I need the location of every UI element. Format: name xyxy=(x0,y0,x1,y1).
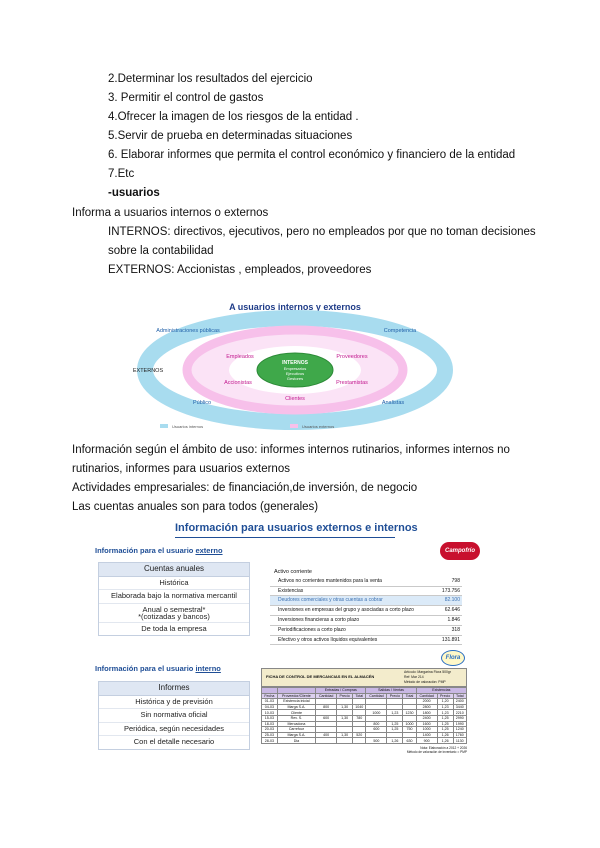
center-title: INTERNOS xyxy=(282,360,308,366)
outer-label: EXTERNOS xyxy=(132,368,164,374)
balance-row: Existencias 173.756 xyxy=(270,587,462,597)
ficha-group: Entradas / Compras xyxy=(316,688,366,694)
list-item: 2.Determinar los resultados del ejercicio xyxy=(108,73,313,85)
box-row: Con el detalle necesario xyxy=(99,735,249,749)
usuarios-diagram xyxy=(130,300,460,435)
pink-label: Clientes xyxy=(285,396,305,402)
ficha-control xyxy=(261,668,467,754)
center-sub: Gestores xyxy=(286,376,304,381)
outer-label: Administraciones públicas xyxy=(156,328,220,334)
campofrio-logo: Campofrío xyxy=(440,542,480,560)
box-row: Histórica xyxy=(159,577,189,587)
balance-row: Inversiones en empresas del grupo y asociadas a corto plazo 62.646 xyxy=(270,606,462,616)
para-ambito-cont: rutinarios, informes para usuarios externos xyxy=(72,463,290,475)
ficha-col-header-row: Fecha Proveedor/Cliente Cantidad Precio Total Cantidad Precio Total Cantidad Precio Total xyxy=(262,693,467,699)
externos-line: EXTERNOS: Accionistas , empleados, proveedores xyxy=(108,264,372,276)
pink-label: Empleados xyxy=(226,354,254,360)
diagram-title: A usuarios internos y externos xyxy=(229,302,361,312)
table-row: 20-03 Carrefour 600 1,25 750 1000 1,25 1240 xyxy=(262,727,467,733)
box-row: De toda la empresa xyxy=(99,622,249,636)
info-slide xyxy=(85,518,487,763)
informes-box xyxy=(98,681,250,750)
table-row: 10-03 Cliente 1000 1,23 1230 1800 1,23 2210 xyxy=(262,710,467,716)
balance-row: Efectivo y otros activos líquidos equivalentes 131.891 xyxy=(270,636,462,646)
para-actividades: Actividades empresariales: de financiación,de inversión, de negocio xyxy=(72,482,418,494)
internos-line: INTERNOS: directivos, ejecutivos, pero no empleados por que no toman decisiones xyxy=(108,226,536,238)
slide-title: Información para usuarios externos e internos xyxy=(175,522,418,534)
legend-label: Usuarios externos xyxy=(302,424,335,429)
legend-swatch xyxy=(290,424,298,428)
para-cuentas: Las cuentas anuales son para todos (generales) xyxy=(72,501,319,513)
title-underline xyxy=(175,537,395,538)
box-row: Anual o semestral* xyxy=(99,603,249,613)
section-interno-label: Información para el usuario interno xyxy=(95,664,221,673)
center-sub: Empresarios xyxy=(283,366,307,371)
list-item: 6. Elaborar informes que permita el control económico y financiero de la entidad xyxy=(108,149,516,161)
ficha-note: Nota: Elaboración a 2012 + 2026 xyxy=(420,745,467,750)
table-row: 01-03 Existencia inicial 2000 1,20 2400 xyxy=(262,699,467,705)
legend-label: Usuarios internos xyxy=(172,424,204,429)
table-row: 18-03 Mercadona 800 1,25 1000 1600 1,25 1990 xyxy=(262,721,467,727)
ficha-table xyxy=(261,687,467,744)
ficha-note: Método de valoración de inventario = PMP xyxy=(406,749,467,754)
para-ambito: Información según el ámbito de uso: informes internos rutinarios, informes internos no xyxy=(72,444,510,456)
section-externo-label: Información para el usuario externo xyxy=(95,546,223,555)
section-heading-usuarios: -usuarios xyxy=(108,187,160,199)
balance-row: Periodificaciones a corto plazo 318 xyxy=(270,626,462,636)
ficha-group: Salidas / Ventas xyxy=(366,688,416,694)
list-item: 4.Ofrecer la imagen de los riesgos de la entidad . xyxy=(108,111,359,123)
ficha-group: Existencias xyxy=(416,688,466,694)
center-sub: Ejecutivos xyxy=(285,371,305,376)
table-row: 04-03 Marga S.A. 800 1,30 1040 2800 1,23 3440 xyxy=(262,704,467,710)
box-row: Periódica, según necesidades xyxy=(99,722,249,736)
table-row: 28-03 Dia 500 1,26 630 900 1,26 1130 xyxy=(262,738,467,744)
table-row: 25-03 Marga S.A. 400 1,30 520 1400 1,26 1760 xyxy=(262,732,467,738)
list-item: 3. Permitir el control de gastos xyxy=(108,92,264,104)
table-row: 15-03 Rev. S. 600 1,30 780 2400 1,25 2990 xyxy=(262,715,467,721)
box-header: Informes xyxy=(99,682,249,696)
cuentas-anuales-box xyxy=(98,562,250,636)
box-row: Histórica y de previsión xyxy=(135,696,213,706)
box-row: Sin normativa oficial xyxy=(99,708,249,722)
box-row: Elaborada bajo la normativa mercantil xyxy=(99,589,249,603)
balance-table xyxy=(270,568,462,645)
pink-label: Proveedores xyxy=(336,354,368,360)
outer-label: Público xyxy=(192,400,212,406)
list-item: 7.Etc xyxy=(108,168,135,180)
outer-label: Analistas xyxy=(381,400,405,406)
box-header: Cuentas anuales xyxy=(99,563,249,577)
usuarios-intro: Informa a usuarios internos o externos xyxy=(72,207,269,219)
box-row: *(cotizadas y bancos) xyxy=(138,611,210,621)
balance-row: Activos no corrientes mantenidos para la venta 798 xyxy=(270,577,462,587)
list-item: 5.Servir de prueba en determinadas situaciones xyxy=(108,130,353,142)
ficha-info: Artículo: Margarina Flora 500gr Ref: Mar 214 Método de valoración: PMP xyxy=(404,670,451,684)
flora-logo: Flora xyxy=(441,650,465,666)
ficha-title: FICHA DE CONTROL DE MERCANCIAS EN EL ALMACÉN xyxy=(266,674,375,679)
outer-label: Competencia xyxy=(383,328,417,334)
pink-label: Accionistas xyxy=(224,380,252,386)
pink-label: Prestamistas xyxy=(336,380,368,386)
ficha-header xyxy=(261,668,467,687)
legend-swatch xyxy=(160,424,168,428)
balance-row-highlight: Deudores comerciales y otras cuentas a cobrar 82.100 xyxy=(270,596,462,606)
balance-header: Activo corriente xyxy=(274,569,312,575)
balance-row: Inversiones financieras a corto plazo 1.846 xyxy=(270,616,462,626)
internos-line-cont: sobre la contabilidad xyxy=(108,245,214,257)
